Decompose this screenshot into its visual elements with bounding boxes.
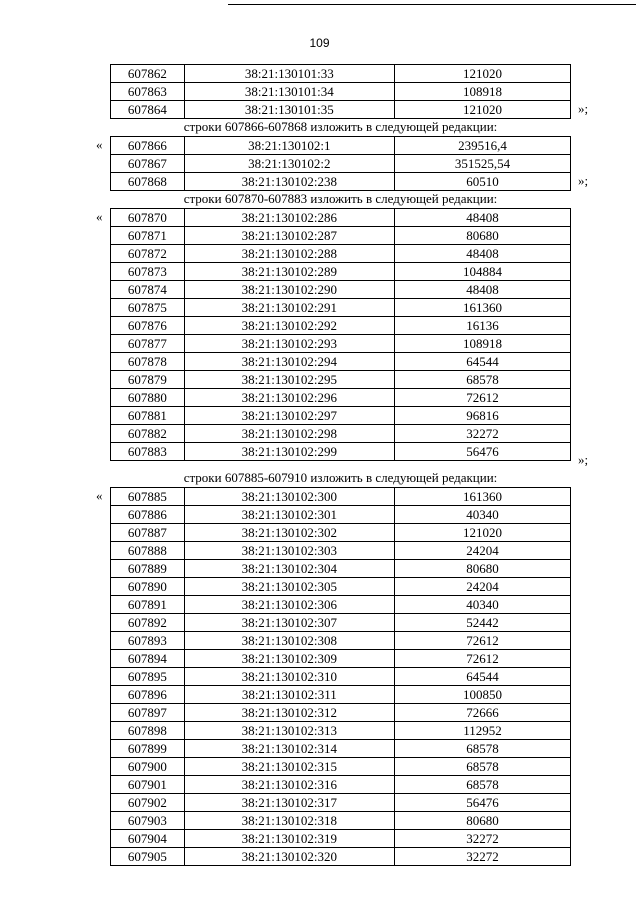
value-cell: 48408 [394,209,570,227]
value-cell: 56476 [394,794,570,812]
cadastral-number-cell: 38:21:130102:311 [184,686,394,704]
row-number-cell: 607903 [111,812,185,830]
cadastral-number-cell: 38:21:130102:309 [184,650,394,668]
row-number-cell: 607889 [111,560,185,578]
cadastral-number-cell: 38:21:130102:320 [184,848,394,866]
page-number: 109 [309,36,330,50]
value-cell: 56476 [394,443,570,461]
value-cell: 161360 [394,299,570,317]
table-row [111,299,571,317]
cadastral-number-cell: 38:21:130102:1 [184,137,394,155]
cadastral-number-cell: 38:21:130102:313 [184,722,394,740]
table-row [111,353,571,371]
table-row [111,317,571,335]
value-cell: 161360 [394,488,570,506]
row-number-cell: 607867 [111,155,185,173]
table-block-3 [110,208,571,461]
section-heading-2: строки 607870-607883 изложить в следующей редакции: [183,191,498,206]
closing-quote-3: »; [578,452,589,467]
table-row [111,524,571,542]
value-cell: 112952 [394,722,570,740]
value-cell: 68578 [394,758,570,776]
cadastral-number-cell: 38:21:130102:300 [184,488,394,506]
row-number-cell: 607883 [111,443,185,461]
row-number-cell: 607868 [111,173,185,191]
table-row [111,137,571,155]
table-row [111,65,571,83]
value-cell: 108918 [394,335,570,353]
value-cell: 104884 [394,263,570,281]
value-cell: 64544 [394,353,570,371]
value-cell: 68578 [394,371,570,389]
closing-quote-1: »; [578,101,589,116]
value-cell: 32272 [394,830,570,848]
cadastral-number-cell: 38:21:130102:318 [184,812,394,830]
value-cell: 64544 [394,668,570,686]
cadastral-number-cell: 38:21:130102:319 [184,830,394,848]
table-row [111,389,571,407]
opening-quote-1: « [96,137,103,152]
value-cell: 52442 [394,614,570,632]
value-cell: 48408 [394,245,570,263]
table-row [111,668,571,686]
table-row [111,155,571,173]
cadastral-number-cell: 38:21:130102:304 [184,560,394,578]
value-cell: 239516,4 [394,137,570,155]
table-row [111,848,571,866]
cadastral-number-cell: 38:21:130102:312 [184,704,394,722]
table-row [111,794,571,812]
table-row [111,830,571,848]
value-cell: 80680 [394,812,570,830]
cadastral-number-cell: 38:21:130102:314 [184,740,394,758]
cadastral-number-cell: 38:21:130102:2 [184,155,394,173]
row-number-cell: 607890 [111,578,185,596]
table-block-4 [110,487,571,866]
row-number-cell: 607873 [111,263,185,281]
table-row [111,407,571,425]
table-row [111,425,571,443]
row-number-cell: 607874 [111,281,185,299]
cadastral-number-cell: 38:21:130102:303 [184,542,394,560]
row-number-cell: 607885 [111,488,185,506]
value-cell: 72612 [394,632,570,650]
row-number-cell: 607882 [111,425,185,443]
table-row [111,560,571,578]
row-number-cell: 607879 [111,371,185,389]
cadastral-number-cell: 38:21:130102:290 [184,281,394,299]
row-number-cell: 607905 [111,848,185,866]
value-cell: 72612 [394,389,570,407]
cadastral-number-cell: 38:21:130102:315 [184,758,394,776]
cadastral-number-cell: 38:21:130102:295 [184,371,394,389]
section-heading-1: строки 607866-607868 изложить в следующей редакции: [183,119,498,134]
row-number-cell: 607881 [111,407,185,425]
table-row [111,740,571,758]
table-block-2 [110,136,571,191]
table-row [111,263,571,281]
row-number-cell: 607863 [111,83,185,101]
value-cell: 68578 [394,776,570,794]
table-row [111,686,571,704]
row-number-cell: 607887 [111,524,185,542]
value-cell: 351525,54 [394,155,570,173]
row-number-cell: 607877 [111,335,185,353]
cadastral-number-cell: 38:21:130102:299 [184,443,394,461]
value-cell: 16136 [394,317,570,335]
table-row [111,488,571,506]
value-cell: 108918 [394,83,570,101]
table-row [111,281,571,299]
row-number-cell: 607899 [111,740,185,758]
cadastral-number-cell: 38:21:130102:297 [184,407,394,425]
cadastral-number-cell: 38:21:130102:238 [184,173,394,191]
cadastral-number-cell: 38:21:130102:289 [184,263,394,281]
value-cell: 32272 [394,848,570,866]
cadastral-number-cell: 38:21:130102:305 [184,578,394,596]
row-number-cell: 607897 [111,704,185,722]
row-number-cell: 607875 [111,299,185,317]
table-row [111,209,571,227]
cadastral-number-cell: 38:21:130102:298 [184,425,394,443]
cadastral-number-cell: 38:21:130101:35 [184,101,394,119]
row-number-cell: 607893 [111,632,185,650]
table-row [111,650,571,668]
row-number-cell: 607895 [111,668,185,686]
cadastral-number-cell: 38:21:130102:291 [184,299,394,317]
closing-quote-2: »; [578,173,589,188]
cadastral-number-cell: 38:21:130102:292 [184,317,394,335]
value-cell: 32272 [394,425,570,443]
section-heading-3: строки 607885-607910 изложить в следующей редакции: [183,470,498,485]
cadastral-number-cell: 38:21:130102:287 [184,227,394,245]
row-number-cell: 607888 [111,542,185,560]
row-number-cell: 607892 [111,614,185,632]
table-row [111,227,571,245]
row-number-cell: 607904 [111,830,185,848]
table-row [111,596,571,614]
row-number-cell: 607896 [111,686,185,704]
row-number-cell: 607894 [111,650,185,668]
value-cell: 100850 [394,686,570,704]
row-number-cell: 607866 [111,137,185,155]
row-number-cell: 607876 [111,317,185,335]
value-cell: 121020 [394,524,570,542]
table-row [111,722,571,740]
value-cell: 40340 [394,596,570,614]
row-number-cell: 607898 [111,722,185,740]
value-cell: 121020 [394,65,570,83]
top-rule [228,4,636,5]
table-row [111,776,571,794]
row-number-cell: 607891 [111,596,185,614]
value-cell: 24204 [394,542,570,560]
table-row [111,101,571,119]
table-row [111,758,571,776]
cadastral-number-cell: 38:21:130102:307 [184,614,394,632]
value-cell: 48408 [394,281,570,299]
row-number-cell: 607901 [111,776,185,794]
cadastral-number-cell: 38:21:130102:310 [184,668,394,686]
value-cell: 60510 [394,173,570,191]
table-block-1 [110,64,571,119]
cadastral-number-cell: 38:21:130102:306 [184,596,394,614]
cadastral-number-cell: 38:21:130102:301 [184,506,394,524]
row-number-cell: 607871 [111,227,185,245]
cadastral-number-cell: 38:21:130102:286 [184,209,394,227]
value-cell: 72612 [394,650,570,668]
cadastral-number-cell: 38:21:130102:294 [184,353,394,371]
opening-quote-3: « [96,488,103,503]
cadastral-number-cell: 38:21:130102:293 [184,335,394,353]
table-row [111,578,571,596]
value-cell: 96816 [394,407,570,425]
cadastral-number-cell: 38:21:130102:316 [184,776,394,794]
row-number-cell: 607864 [111,101,185,119]
table-row [111,614,571,632]
cadastral-number-cell: 38:21:130102:288 [184,245,394,263]
cadastral-number-cell: 38:21:130101:33 [184,65,394,83]
table-row [111,443,571,461]
row-number-cell: 607870 [111,209,185,227]
cadastral-number-cell: 38:21:130101:34 [184,83,394,101]
cadastral-number-cell: 38:21:130102:317 [184,794,394,812]
table-row [111,371,571,389]
row-number-cell: 607902 [111,794,185,812]
value-cell: 80680 [394,227,570,245]
value-cell: 121020 [394,101,570,119]
table-row [111,245,571,263]
value-cell: 68578 [394,740,570,758]
cadastral-number-cell: 38:21:130102:296 [184,389,394,407]
table-row [111,632,571,650]
table-row [111,542,571,560]
table-row [111,704,571,722]
row-number-cell: 607886 [111,506,185,524]
row-number-cell: 607900 [111,758,185,776]
row-number-cell: 607878 [111,353,185,371]
table-row [111,506,571,524]
cadastral-number-cell: 38:21:130102:308 [184,632,394,650]
table-row [111,812,571,830]
cadastral-number-cell: 38:21:130102:302 [184,524,394,542]
table-row [111,335,571,353]
value-cell: 80680 [394,560,570,578]
value-cell: 40340 [394,506,570,524]
table-row [111,83,571,101]
row-number-cell: 607880 [111,389,185,407]
row-number-cell: 607862 [111,65,185,83]
table-row [111,173,571,191]
row-number-cell: 607872 [111,245,185,263]
opening-quote-2: « [96,209,103,224]
value-cell: 24204 [394,578,570,596]
value-cell: 72666 [394,704,570,722]
